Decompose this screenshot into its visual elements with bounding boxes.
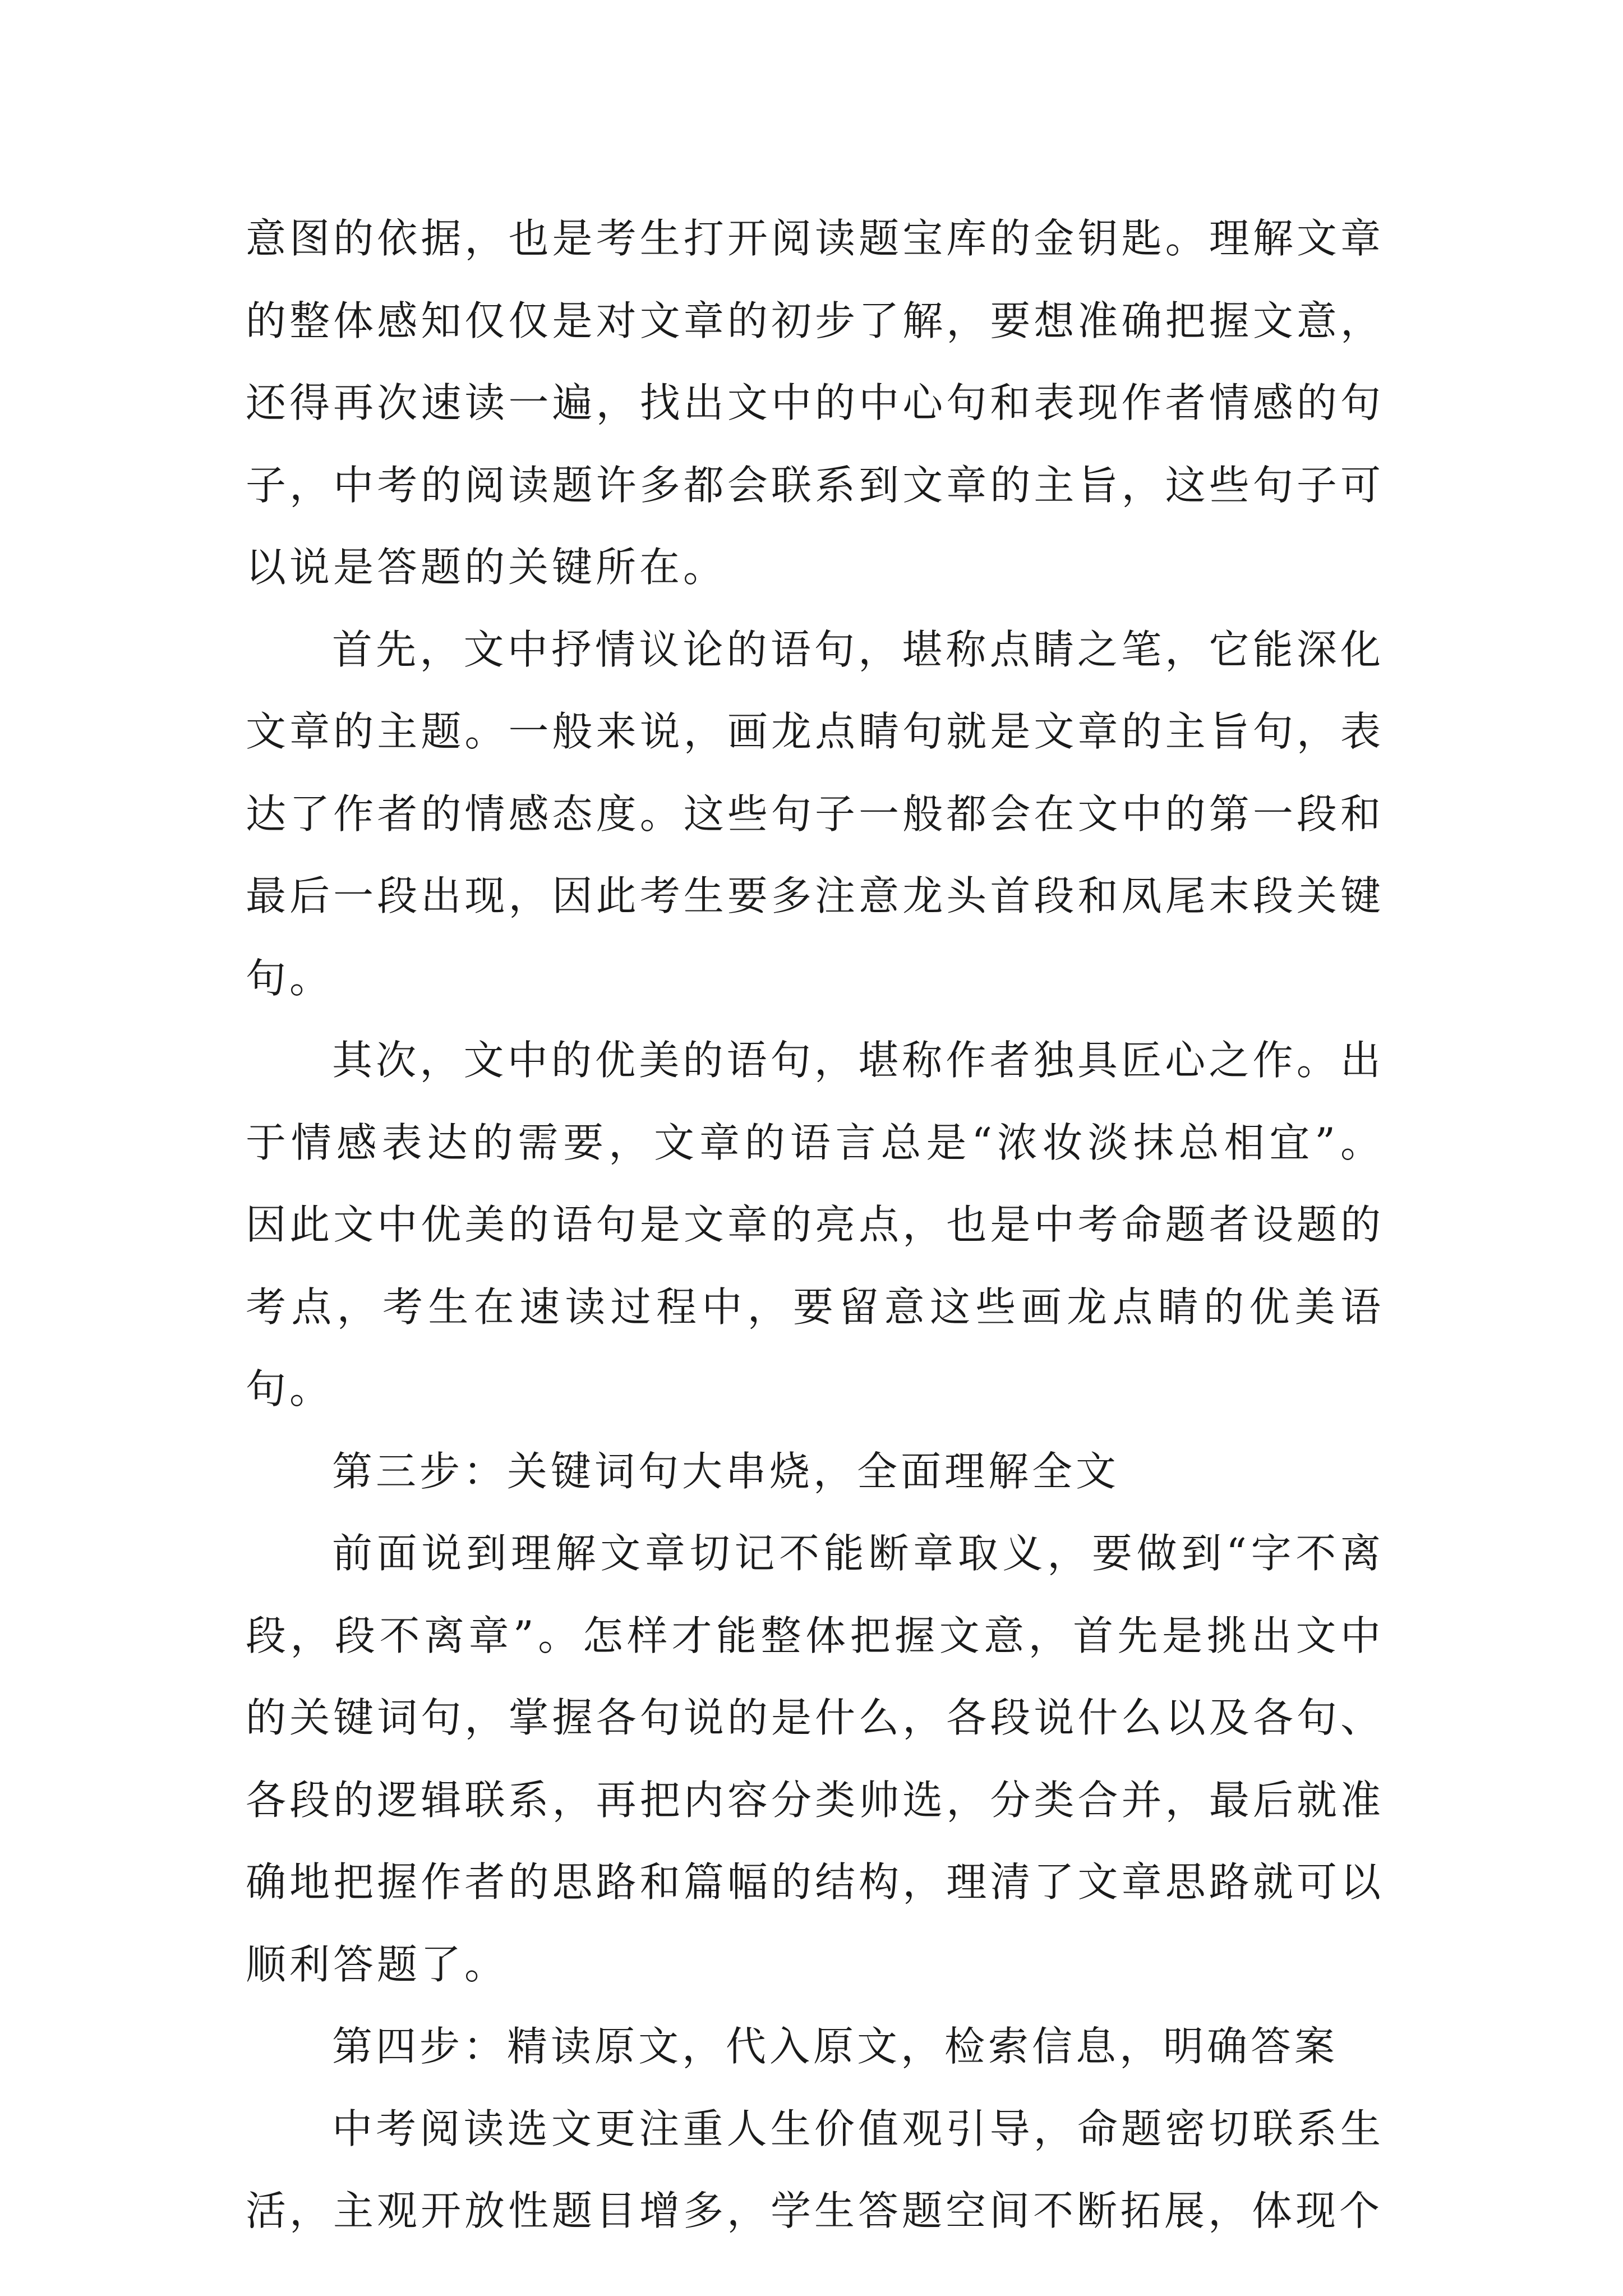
step-heading-4: 第四步：精读原文，代入原文，检索信息，明确答案 — [332, 2023, 1339, 2070]
paragraph-3: 其次，文中的优美的语句，堪称作者独具匠心之作。出于情感表达的需要，文章的语言总是“浓妆淡抹总相宜”。因此文中优美的语句是文章的亮点，也是中考命题者设题的考点，考生在速读过程中，要留意这些画龙点睛的优美语句。 — [246, 1037, 1384, 1412]
paragraph-1: 意图的依据，也是考生打开阅读题宝库的金钥匙。理解文章的整体感知仅仅是对文章的初步了解，要想准确把握文意，还得再次速读一遍，找出文中的中心句和表现作者情感的句子，中考的阅读题许多都会联系到文章的主旨，这些句子可以说是答题的关键所在。 — [246, 215, 1384, 591]
paragraph-4: 前面说到理解文章切记不能断章取义，要做到“字不离段，段不离章”。怎样才能整体把握文意，首先是挑出文中的关键词句，掌握各句说的是什么，各段说什么以及各句、各段的逻辑联系，再把内容分类帅选，分类合并，最后就准确地把握作者的思路和篇幅的结构，理清了文章思路就可以顺利答题了。 — [246, 1530, 1384, 1988]
paragraph-5: 中考阅读选文更注重人生价值观引导，命题密切联系生活，主观开放性题目增多，学生答题空间不断拓展，体现个 — [246, 2105, 1384, 2234]
body-text — [246, 197, 1384, 2252]
step-heading-3: 第三步：关键词句大串烧，全面理解全文 — [332, 1447, 1120, 1495]
paragraph-2: 首先，文中抒情议论的语句，堪称点睛之笔，它能深化文章的主题。一般来说，画龙点睛句就是文章的主旨句，表达了作者的情感态度。这些句子一般都会在文中的第一段和最后一段出现，因此考生要多注意龙头首段和凤尾末段关键句。 — [246, 625, 1384, 1002]
